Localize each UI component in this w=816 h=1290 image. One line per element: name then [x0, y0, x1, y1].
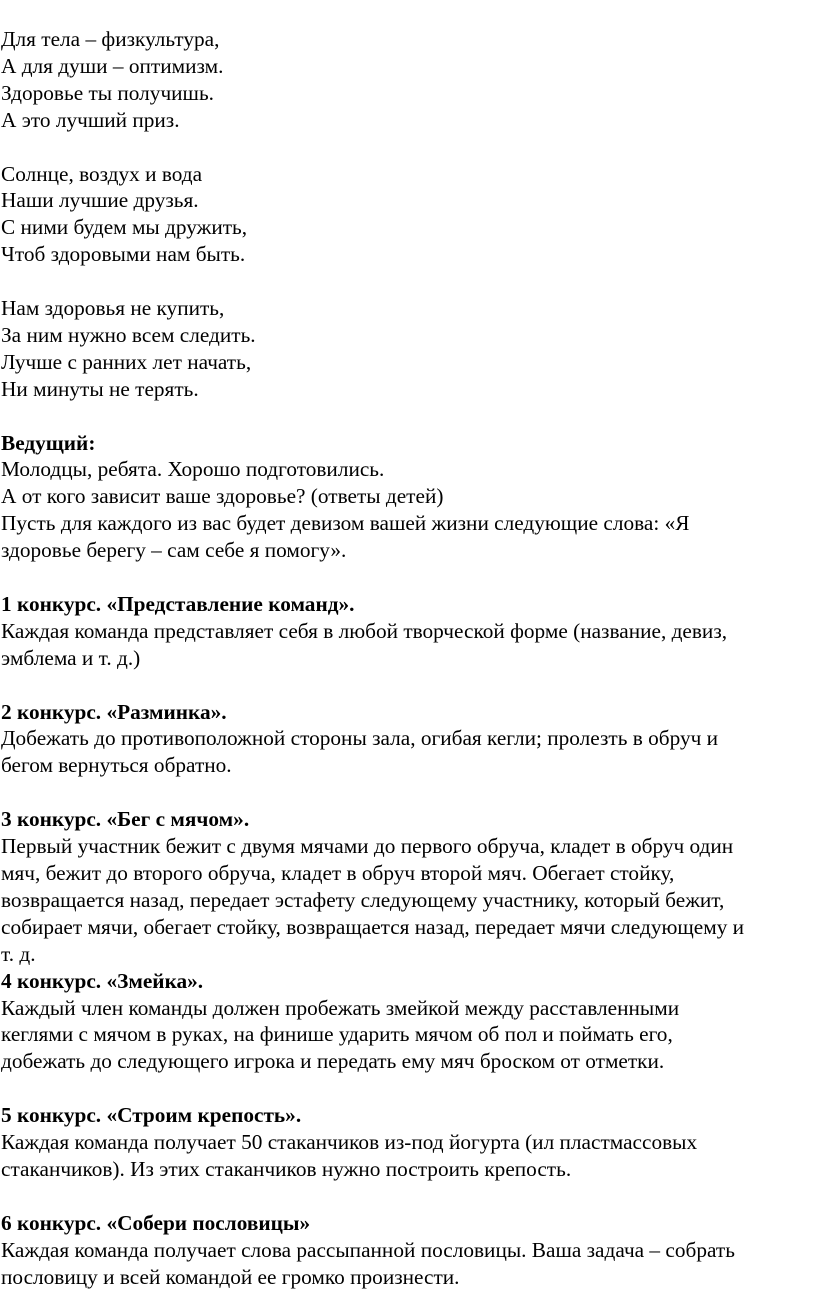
host-line: Пусть для каждого из вас будет девизом вашей жизни следующие слова: «Я: [1, 511, 690, 536]
contest-3: [1, 806, 813, 967]
poem-stanza-2: [1, 161, 813, 269]
contest-4: [1, 968, 813, 1076]
poem-line: Лучше с ранних лет начать,: [1, 349, 252, 374]
contest-title: 2 конкурс. «Разминка».: [1, 699, 227, 724]
contest-text-line: бегом вернуться обратно.: [1, 753, 232, 778]
contest-1: [1, 591, 813, 672]
poem-stanza-1: [1, 26, 813, 134]
blank-line: [1, 403, 813, 430]
host-line: здоровье берегу – сам себе я помогу».: [1, 538, 347, 563]
host-line: Молодцы, ребята. Хорошо подготовились.: [1, 457, 385, 482]
blank-line: [1, 134, 813, 161]
contest-text-line: Каждая команда получает слова рассыпанной пословицы. Ваша задача – собрать: [1, 1237, 735, 1262]
poem-line: Ни минуты не терять.: [1, 376, 199, 401]
poem-line: Солнце, воздух и вода: [1, 161, 203, 186]
poem-line: А для души – оптимизм.: [1, 53, 224, 78]
poem-line: Чтоб здоровыми нам быть.: [1, 242, 246, 267]
contest-title: 4 конкурс. «Змейка».: [1, 968, 204, 993]
contest-text-line: собирает мячи, обегает стойку, возвращается назад, передает мячи следующему и: [1, 914, 745, 939]
poem-stanza-3: [1, 295, 813, 403]
host-section: [1, 430, 813, 565]
blank-line: [1, 672, 813, 699]
poem-line: За ним нужно всем следить.: [1, 322, 256, 347]
contest-text-line: возвращается назад, передает эстафету следующему участнику, который бежит,: [1, 887, 725, 912]
contest-title: 3 конкурс. «Бег с мячом».: [1, 807, 250, 832]
contest-text-line: мяч, бежит до второго обруча, кладет в обруч второй мяч. Обегает стойку,: [1, 861, 675, 885]
contest-text-line: Каждая команда представляет себя в любой творческой форме (название, девиз,: [1, 618, 728, 643]
poem-line: Здоровье ты получишь.: [1, 80, 214, 105]
contest-text-line: Каждый член команды должен пробежать змейкой между расставленными: [1, 995, 680, 1020]
contest-text-line: добежать до следующего игрока и передать ему мяч броском от отметки.: [1, 1049, 665, 1074]
contest-text-line: Каждая команда получает 50 стаканчиков из-под йогурта (ил пластмассовых: [1, 1130, 698, 1155]
contest-title: 6 конкурс. «Собери пословицы»: [1, 1210, 311, 1235]
contest-6: [1, 1210, 813, 1290]
blank-line: [1, 268, 813, 295]
contest-2: [1, 699, 813, 780]
contest-5: [1, 1102, 813, 1183]
contest-text-line: кеглями с мячом в руках, на финише ударить мячом об пол и поймать его,: [1, 1022, 673, 1047]
blank-line: [1, 1183, 813, 1210]
poem-line: С ними будем мы дружить,: [1, 215, 248, 240]
contest-text-line: т. д.: [1, 941, 36, 966]
blank-line: [1, 779, 813, 806]
poem-line: Наши лучшие друзья.: [1, 188, 199, 213]
contest-text-line: Первый участник бежит с двумя мячами до первого обруча, кладет в обруч один: [1, 834, 734, 859]
host-heading: Ведущий:: [1, 430, 96, 455]
poem-line: Нам здоровья не купить,: [1, 296, 225, 321]
contest-text-line: стаканчиков). Из этих стаканчиков нужно построить крепость.: [1, 1156, 572, 1181]
blank-line: [1, 1075, 813, 1102]
document-page: [1, 26, 813, 1290]
blank-line: [1, 564, 813, 591]
host-line: А от кого зависит ваше здоровье? (ответы детей): [1, 484, 444, 509]
contest-text-line: Добежать до противоположной стороны зала, огибая кегли; пролезть в обруч и: [1, 726, 719, 751]
contest-text-line: пословицу и всей командой ее громко произнести.: [1, 1264, 460, 1289]
contest-text-line: эмблема и т. д.): [1, 645, 141, 670]
poem-line: А это лучший приз.: [1, 107, 180, 132]
contest-title: 1 конкурс. «Представление команд».: [1, 591, 355, 616]
contest-title: 5 конкурс. «Строим крепость».: [1, 1103, 302, 1128]
poem-line: Для тела – физкультура,: [1, 27, 220, 51]
